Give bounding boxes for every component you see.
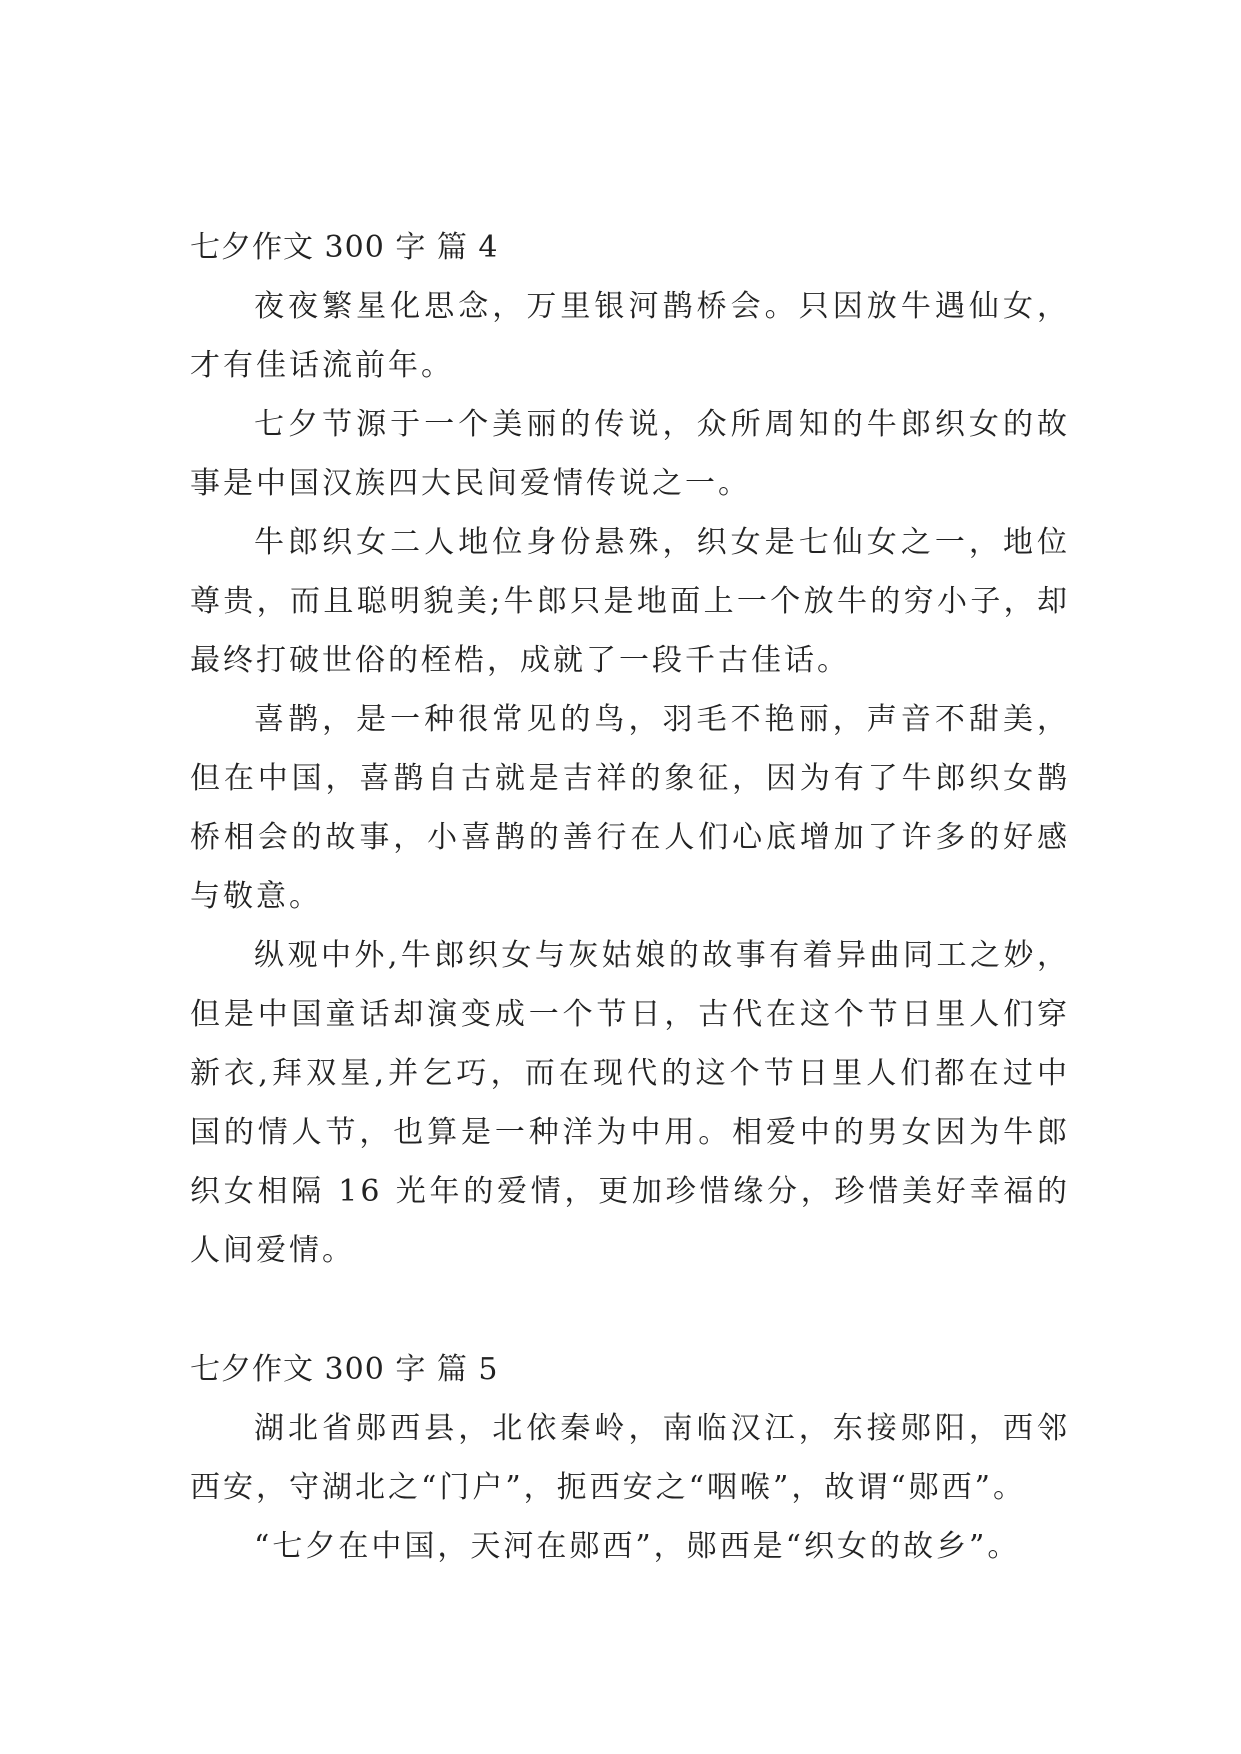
document-body bbox=[190, 218, 1070, 1576]
section-title: 七夕作文 300 字 篇 4 bbox=[190, 230, 499, 265]
paragraph: 喜鹊，是一种很常见的鸟，羽毛不艳丽，声音不甜美，但在中国，喜鹊自古就是吉祥的象征，因为有了牛郎织女鹊桥相会的故事，小喜鹊的善行在人们心底增加了许多的好感与敬意。 bbox=[190, 702, 1070, 914]
paragraph: 夜夜繁星化思念，万里银河鹊桥会。只因放牛遇仙女，才有佳话流前年。 bbox=[190, 289, 1070, 383]
paragraph: 湖北省郧西县，北依秦岭，南临汉江，东接郧阳，西邻西安，守湖北之“门户”，扼西安之“咽喉”，故谓“郧西”。 bbox=[190, 1411, 1070, 1505]
section-spacer bbox=[190, 1280, 1070, 1340]
essay-section-5 bbox=[190, 1340, 1070, 1576]
paragraph: 纵观中外,牛郎织女与灰姑娘的故事有着异曲同工之妙，但是中国童话却演变成一个节日，古代在这个节日里人们穿新衣,拜双星,并乞巧，而在现代的这个节日里人们都在过中国的情人节，也算是一种洋为中用。相爱中的男女因为牛郎织女相隔 16 光年的爱情，更加珍惜缘分，珍惜美好幸福的人间爱情。 bbox=[190, 938, 1070, 1268]
essay-section-4 bbox=[190, 218, 1070, 1280]
paragraph: 七夕节源于一个美丽的传说，众所周知的牛郎织女的故事是中国汉族四大民间爱情传说之一。 bbox=[190, 407, 1070, 501]
section-title: 七夕作文 300 字 篇 5 bbox=[190, 1352, 499, 1387]
paragraph: 牛郎织女二人地位身份悬殊，织女是七仙女之一，地位尊贵，而且聪明貌美;牛郎只是地面上一个放牛的穷小子，却最终打破世俗的桎梏，成就了一段千古佳话。 bbox=[190, 525, 1070, 678]
paragraph: “七夕在中国，天河在郧西”，郧西是“织女的故乡”。 bbox=[254, 1529, 1021, 1564]
